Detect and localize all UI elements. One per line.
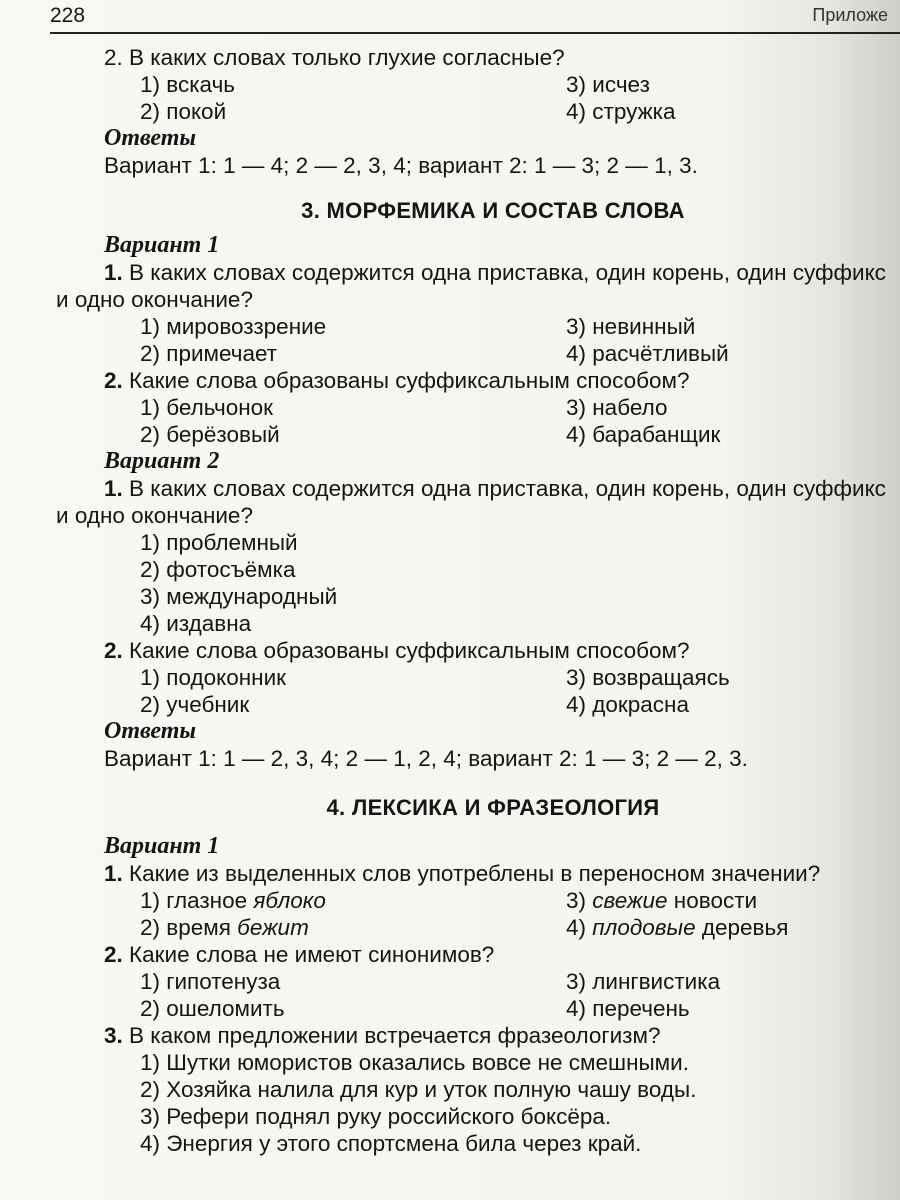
option: 3) свежие новости	[566, 888, 758, 913]
option: 4) барабанщик	[566, 422, 721, 447]
question	[56, 44, 890, 71]
question	[56, 475, 890, 529]
option: 1) мировоззрение	[140, 314, 327, 339]
option: 3) набело	[566, 395, 668, 420]
option: 2) ошеломить	[140, 996, 285, 1021]
question-text: В каких словах только глухие согласные?	[129, 45, 565, 70]
answers-heading: Ответы	[104, 718, 197, 744]
question	[56, 860, 890, 887]
options-grid	[56, 71, 890, 125]
question-text: Какие из выделенных слов употреблены в переносном значении?	[129, 861, 821, 886]
question-number: 1.	[104, 260, 123, 285]
option: 3) исчез	[566, 72, 650, 97]
question	[56, 367, 890, 394]
options-grid	[56, 313, 890, 367]
option: 4) расчётливый	[566, 341, 729, 366]
option: 2) покой	[140, 99, 227, 124]
question-text: В каких словах содержится одна приставка, один корень, один суффикс и одно окончание?	[56, 260, 886, 312]
variant-heading: Вариант 1	[104, 232, 220, 258]
answers-text: Вариант 1: 1 — 2, 3, 4; 2 — 1, 2, 4; вариант 2: 1 — 3; 2 — 2, 3.	[104, 746, 748, 771]
option: 2) учебник	[140, 692, 250, 717]
option: 4) стружка	[566, 99, 676, 124]
options-grid	[56, 394, 890, 448]
question-text: В каком предложении встречается фразеологизм?	[129, 1023, 661, 1048]
question	[56, 1022, 890, 1049]
variant-heading: Вариант 1	[104, 833, 220, 859]
page-number: 228	[50, 4, 86, 27]
question	[56, 941, 890, 968]
option: 3) Рефери поднял руку российского боксёра.	[140, 1104, 612, 1129]
question	[56, 637, 890, 664]
option: 2) примечает	[140, 341, 278, 366]
option: 4) докрасна	[566, 692, 689, 717]
running-title: Приложе	[812, 5, 888, 25]
question-number: 3.	[104, 1023, 123, 1048]
page-header	[50, 2, 900, 34]
option: 4) издавна	[140, 611, 252, 636]
section-title: 4. ЛЕКСИКА И ФРАЗЕОЛОГИЯ	[326, 795, 660, 820]
option: 1) гипотенуза	[140, 969, 281, 994]
option: 4) Энергия у этого спортсмена била через край.	[140, 1131, 642, 1156]
option: 2) Хозяйка налила для кур и уток полную чашу воды.	[140, 1077, 697, 1102]
question-number: 1.	[104, 861, 123, 886]
options-list	[56, 1049, 890, 1157]
option: 2) фотосъёмка	[140, 557, 296, 582]
question-number: 2.	[104, 368, 123, 393]
question-text: Какие слова не имеют синонимов?	[129, 942, 495, 967]
option: 3) невинный	[566, 314, 696, 339]
option: 3) возвращаясь	[566, 665, 730, 690]
option: 3) лингвистика	[566, 969, 721, 994]
options-grid	[56, 887, 890, 941]
option: 4) перечень	[566, 996, 690, 1021]
option: 1) глазное яблоко	[140, 888, 326, 913]
options-list	[56, 529, 890, 637]
options-grid	[56, 664, 890, 718]
option: 1) вскачь	[140, 72, 236, 97]
question-text: В каких словах содержится одна приставка, один корень, один суффикс и одно окончание?	[56, 476, 886, 528]
option: 4) плодовые деревья	[566, 915, 789, 940]
variant-heading: Вариант 2	[104, 448, 220, 474]
option: 1) проблемный	[140, 530, 298, 555]
section-title: 3. МОРФЕМИКА И СОСТАВ СЛОВА	[301, 198, 685, 223]
question-number: 1.	[104, 476, 123, 501]
page-content	[56, 44, 890, 1157]
options-grid	[56, 968, 890, 1022]
question-number: 2.	[104, 638, 123, 663]
option: 1) подоконник	[140, 665, 286, 690]
question-number: 2.	[104, 942, 123, 967]
answers-text: Вариант 1: 1 — 4; 2 — 2, 3, 4; вариант 2: 1 — 3; 2 — 1, 3.	[104, 153, 698, 178]
question	[56, 259, 890, 313]
option: 2) время бежит	[140, 915, 309, 940]
question-text: Какие слова образованы суффиксальным способом?	[129, 368, 690, 393]
option: 2) берёзовый	[140, 422, 280, 447]
option: 1) Шутки юмористов оказались вовсе не смешными.	[140, 1050, 689, 1075]
question-text: Какие слова образованы суффиксальным способом?	[129, 638, 690, 663]
question-number: 2.	[104, 45, 123, 70]
answers-heading: Ответы	[104, 125, 197, 151]
option: 1) бельчонок	[140, 395, 274, 420]
option: 3) международный	[140, 584, 338, 609]
